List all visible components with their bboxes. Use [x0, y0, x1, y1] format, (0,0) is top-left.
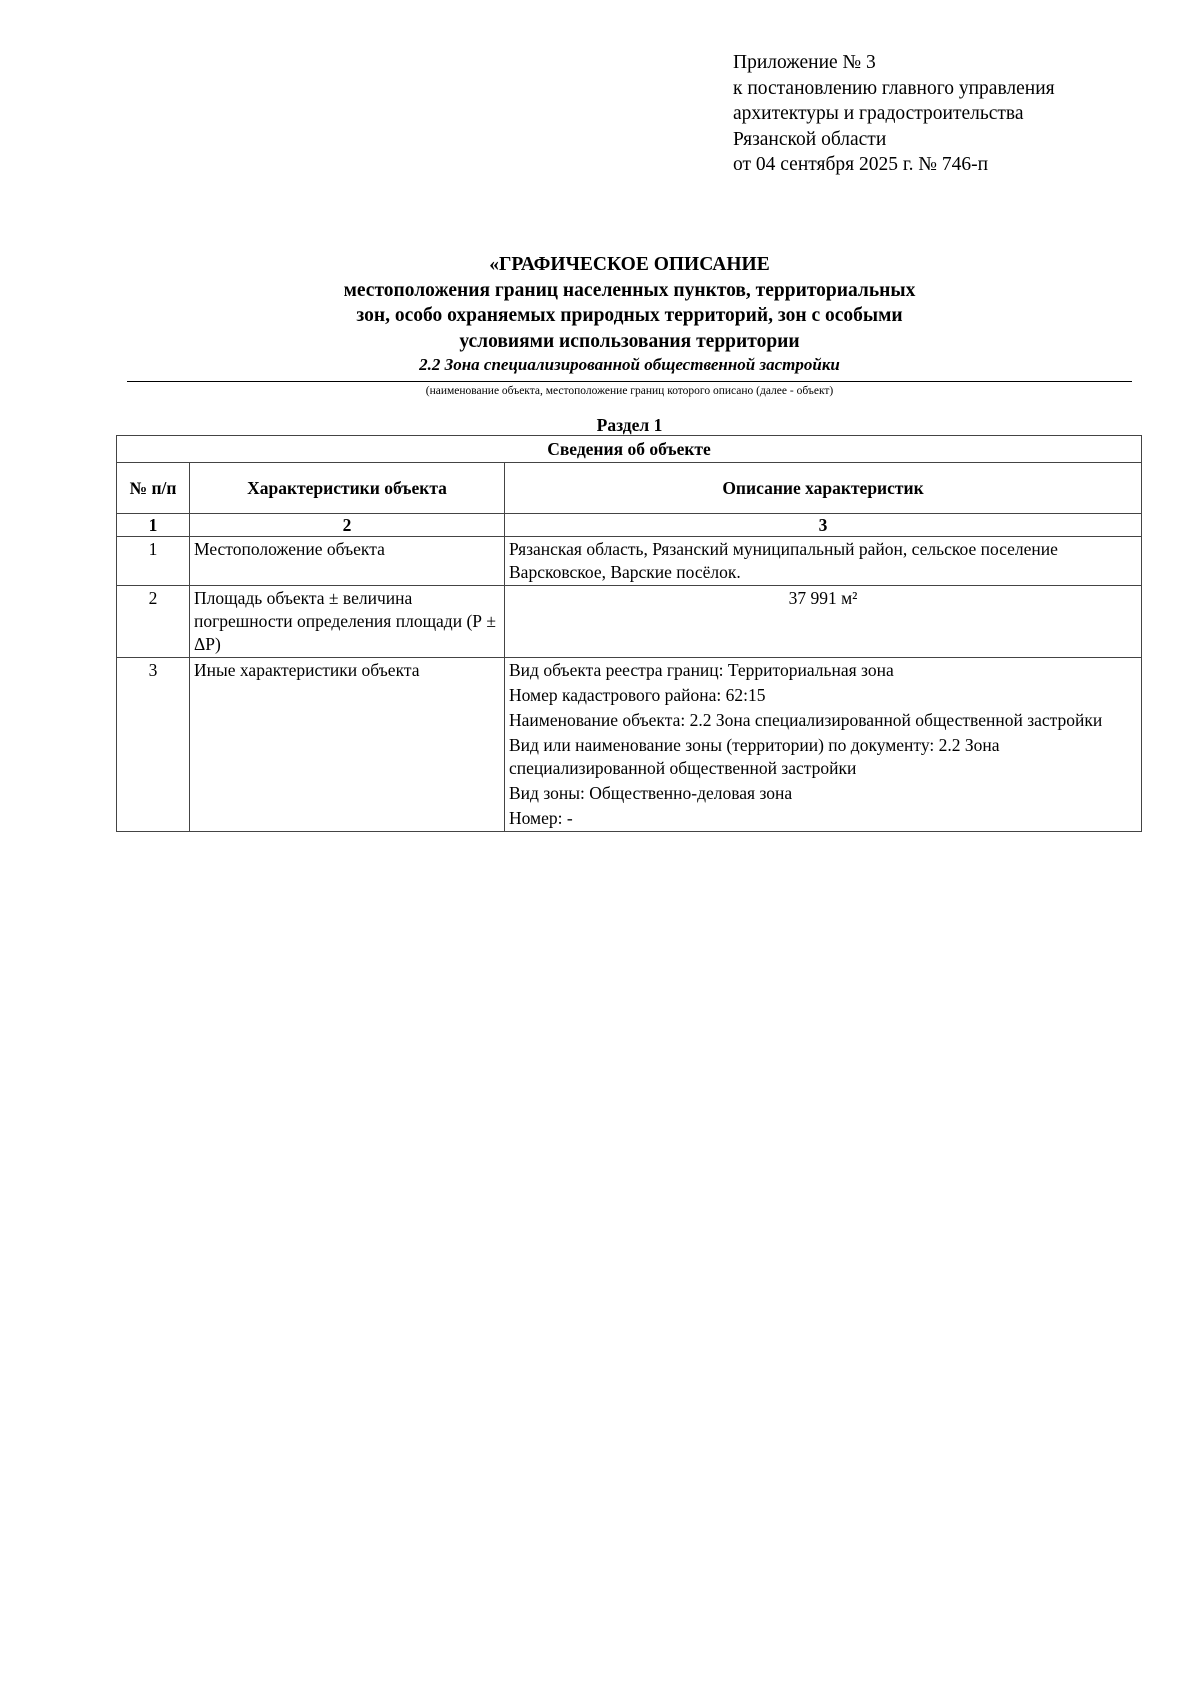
description-line: Рязанская область, Рязанский муниципальный район, сельское поселение Варсковское, Варские посёлок. — [509, 539, 1058, 582]
table-title: Сведения об объекте — [117, 436, 1142, 463]
appendix-line: от 04 сентября 2025 г. № 746-п — [733, 154, 989, 175]
column-number: 1 — [117, 514, 190, 537]
title-line: местоположения границ населенных пунктов, территориальных — [343, 279, 916, 301]
appendix-line: архитектуры и градостроительства — [733, 103, 1024, 124]
description-line: Вид или наименование зоны (территории) по документу: 2.2 Зона специализированной общественной застройки — [509, 735, 1000, 778]
row-number: 3 — [117, 658, 190, 832]
row-description — [505, 537, 1142, 586]
column-number: 3 — [505, 514, 1142, 537]
row-description — [505, 586, 1142, 658]
section-title: Раздел 1 — [596, 415, 663, 435]
title-line: зон, особо охраняемых природных территорий, зон с особыми — [356, 305, 903, 326]
table-row — [117, 537, 1142, 586]
title-line: условиями использования территории — [459, 330, 800, 352]
object-name-underline — [127, 381, 1132, 382]
title-line: «ГРАФИЧЕСКОЕ ОПИСАНИЕ — [489, 254, 770, 275]
description-line: Номер кадастрового района: 62:15 — [509, 685, 766, 705]
column-number: 2 — [190, 514, 505, 537]
appendix-header — [733, 50, 1055, 178]
description-line: Номер: - — [509, 808, 573, 828]
table-row — [117, 658, 1142, 832]
row-characteristic: Иные характеристики объекта — [190, 658, 505, 832]
row-characteristic: Местоположение объекта — [190, 537, 505, 586]
object-name: 2.2 Зона специализированной общественной застройки — [419, 355, 840, 374]
appendix-line: Приложение № 3 — [733, 52, 876, 73]
description-line: Вид зоны: Общественно-деловая зона — [509, 783, 793, 803]
description-line: Вид объекта реестра границ: Территориальная зона — [509, 660, 894, 680]
row-characteristic: Площадь объекта ± величина погрешности определения площади (Р ± ΔР) — [190, 586, 505, 658]
row-number: 1 — [117, 537, 190, 586]
area-value: 37 991 м² — [788, 588, 858, 608]
header-description: Описание характеристик — [505, 463, 1142, 514]
table-row — [117, 586, 1142, 658]
header-num: № п/п — [117, 463, 190, 514]
description-line: Наименование объекта: 2.2 Зона специализированной общественной застройки — [509, 710, 1103, 730]
row-number: 2 — [117, 586, 190, 658]
appendix-line: Рязанской области — [733, 128, 887, 150]
object-name-caption: (наименование объекта, местоположение границ которого описано (далее - объект) — [425, 385, 834, 397]
header-characteristic: Характеристики объекта — [190, 463, 505, 514]
document-title — [127, 252, 1132, 376]
appendix-line: к постановлению главного управления — [733, 77, 1055, 99]
row-description — [505, 658, 1142, 832]
object-info-table — [116, 435, 1142, 832]
